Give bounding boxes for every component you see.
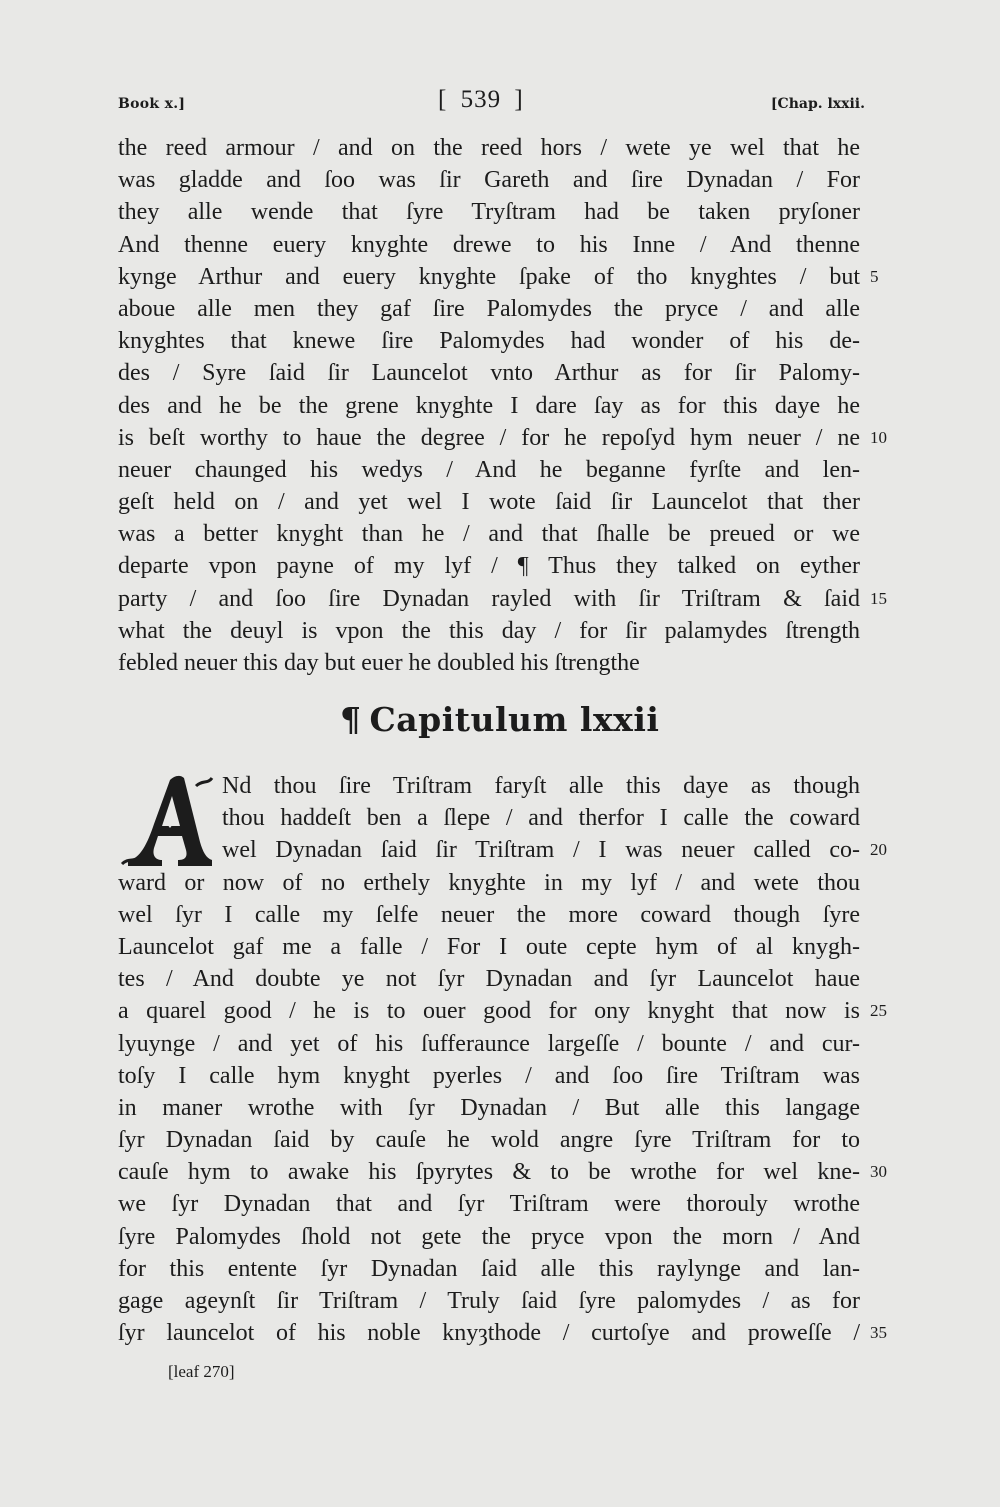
text-line [118,1156,887,1188]
header-page-number: [ 539 ] [438,86,524,113]
line-text: febled neuer this day but euer he doubled his ſtrengthe [118,650,640,676]
line-text: a quarel good / he is to ouer good for ony knyght that now is [118,998,860,1025]
text-line [118,454,860,486]
line-text: was gladde and ſoo was ſir Gareth and ſire Dynadan / For [118,167,860,194]
line-text: aboue alle men they gaf ſire Palomydes the pryce / and alle [118,295,860,322]
line-text: Launcelot gaf me a falle / For I oute cepte hym of al knygh- [118,933,860,960]
line-text: what the deuyl is vpon the this day / for ſir palamydes ſtrength [118,617,860,644]
chapter-heading [340,700,659,739]
line-number: 5 [870,266,879,286]
text-line [118,390,860,422]
line-text: geſt held on / and yet wel I wote ſaid ſir Launcelot that ther [118,489,860,516]
line-text: ward or now of no erthely knyghte in my lyf / and wete thou [118,869,860,896]
line-number: 10 [870,427,887,447]
line-text: was a better knyght than he / and that ſhalle be preued or we [118,521,860,548]
text-line [118,1188,860,1220]
text-line [118,995,887,1027]
text-line [118,293,860,325]
line-text: ſyr Dynadan ſaid by cauſe he wold angre ſyre Triſtram for to [118,1127,860,1154]
line-text: neuer chaunged his wedys / And he beganne fyrſte and len- [118,456,860,483]
text-line [118,615,860,647]
text-line [118,550,860,582]
line-text: wel ſyr I calle my ſelfe neuer the more coward though ſyre [118,901,860,928]
line-text: is beſt worthy to haue the degree / for he repoſyd hym neuer / ne [118,424,860,451]
text-line [118,422,887,454]
line-text: gage ageynſt ſir Triſtram / Truly ſaid ſyre palomydes / as for [118,1288,860,1314]
text-line [118,486,860,518]
text-line [118,1317,887,1349]
text-line [222,802,860,834]
text-line [118,647,860,679]
line-number: 20 [870,840,887,860]
text-line [118,196,860,228]
line-text: for this entente ſyr Dynadan ſaid alle this raylynge and lan- [118,1255,860,1282]
paragraph-1 [118,132,887,679]
text-line [118,164,860,196]
line-text: ſyre Palomydes ſhold not gete the pryce vpon the morn / And [118,1223,860,1250]
line-text: tes / And doubte ye not ſyr Dynadan and ſyr Launcelot haue [118,966,860,993]
header-book-number: Book x.] [118,96,186,112]
line-text: knyghtes that knewe ſire Palomydes had wonder of his de- [118,328,860,355]
line-text: des / Syre ſaid ſir Launcelot vnto Arthur as for ſir Palomy- [118,360,860,387]
text-line [118,867,860,899]
line-text: ſyr launcelot of his noble knyȝthode / curtoſye and proweſſe / [118,1320,860,1347]
text-line [118,132,860,164]
text-line [118,1253,860,1285]
text-line [118,1285,860,1317]
line-number: 25 [870,1001,887,1021]
text-line [118,1092,860,1124]
running-header [118,86,865,120]
line-text: we ſyr Dynadan that and ſyr Triſtram were thorouly wrothe [118,1191,860,1218]
text-line [118,899,860,931]
text-line [118,1221,860,1253]
text-line [118,229,860,261]
text-line [118,963,860,995]
line-text: cauſe hym to awake his ſpyrytes & to be wrothe for wel kne- [118,1159,860,1186]
line-text: lyuynge / and yet of his ſufferaunce largeſſe / bounte / and cur- [118,1030,860,1057]
text-line [222,834,887,866]
text-line [118,931,860,963]
line-text: toſy I calle hym knyght pyerles / and ſoo ſire Triſtram was [118,1062,860,1089]
line-number: 35 [870,1323,887,1343]
text-line [118,325,860,357]
line-text: thou haddeſt ben a ſlepe / and therfor I calle the coward [222,805,860,832]
line-text: kynge Arthur and euery knyghte ſpake of tho knyghtes / but [118,263,860,290]
line-number: 15 [870,588,887,608]
chapter-title: Capitulum lxxii [369,700,660,739]
text-line [118,1124,860,1156]
line-text: And thenne euery knyghte drewe to his Inne / And thenne [118,231,860,258]
text-line [118,518,860,550]
line-text: departe vpon payne of my lyf / ¶ Thus they talked on eyther [118,553,860,580]
leaf-marker: [leaf 270] [168,1362,235,1381]
header-chapter-number: [Chap. lxxii. [770,96,865,112]
line-text: des and he be the grene knyghte I dare ſay as for this daye he [118,392,860,419]
line-number: 30 [870,1162,887,1182]
text-line [118,261,879,293]
text-line [118,583,887,615]
line-text: party / and ſoo ſire Dynadan rayled with ſir Triſtram & ſaid [118,585,860,612]
text-line [222,770,860,802]
paragraph-2 [118,770,887,1349]
line-text: wel Dynadan ſaid ſir Triſtram / I was neuer called co- [222,837,860,864]
line-text: they alle wende that ſyre Tryſtram had be taken pryſoner [118,199,860,226]
line-text: in maner wrothe with ſyr Dynadan / But alle this langage [118,1094,860,1121]
text-line [118,357,860,389]
line-text: the reed armour / and on the reed hors / wete ye wel that he [118,135,860,161]
pilcrow-mark: ¶ [340,700,362,739]
text-line [118,1060,860,1092]
line-text: Nd thou ſire Triſtram faryſt alle this daye as though [222,773,860,799]
text-line [118,1028,860,1060]
